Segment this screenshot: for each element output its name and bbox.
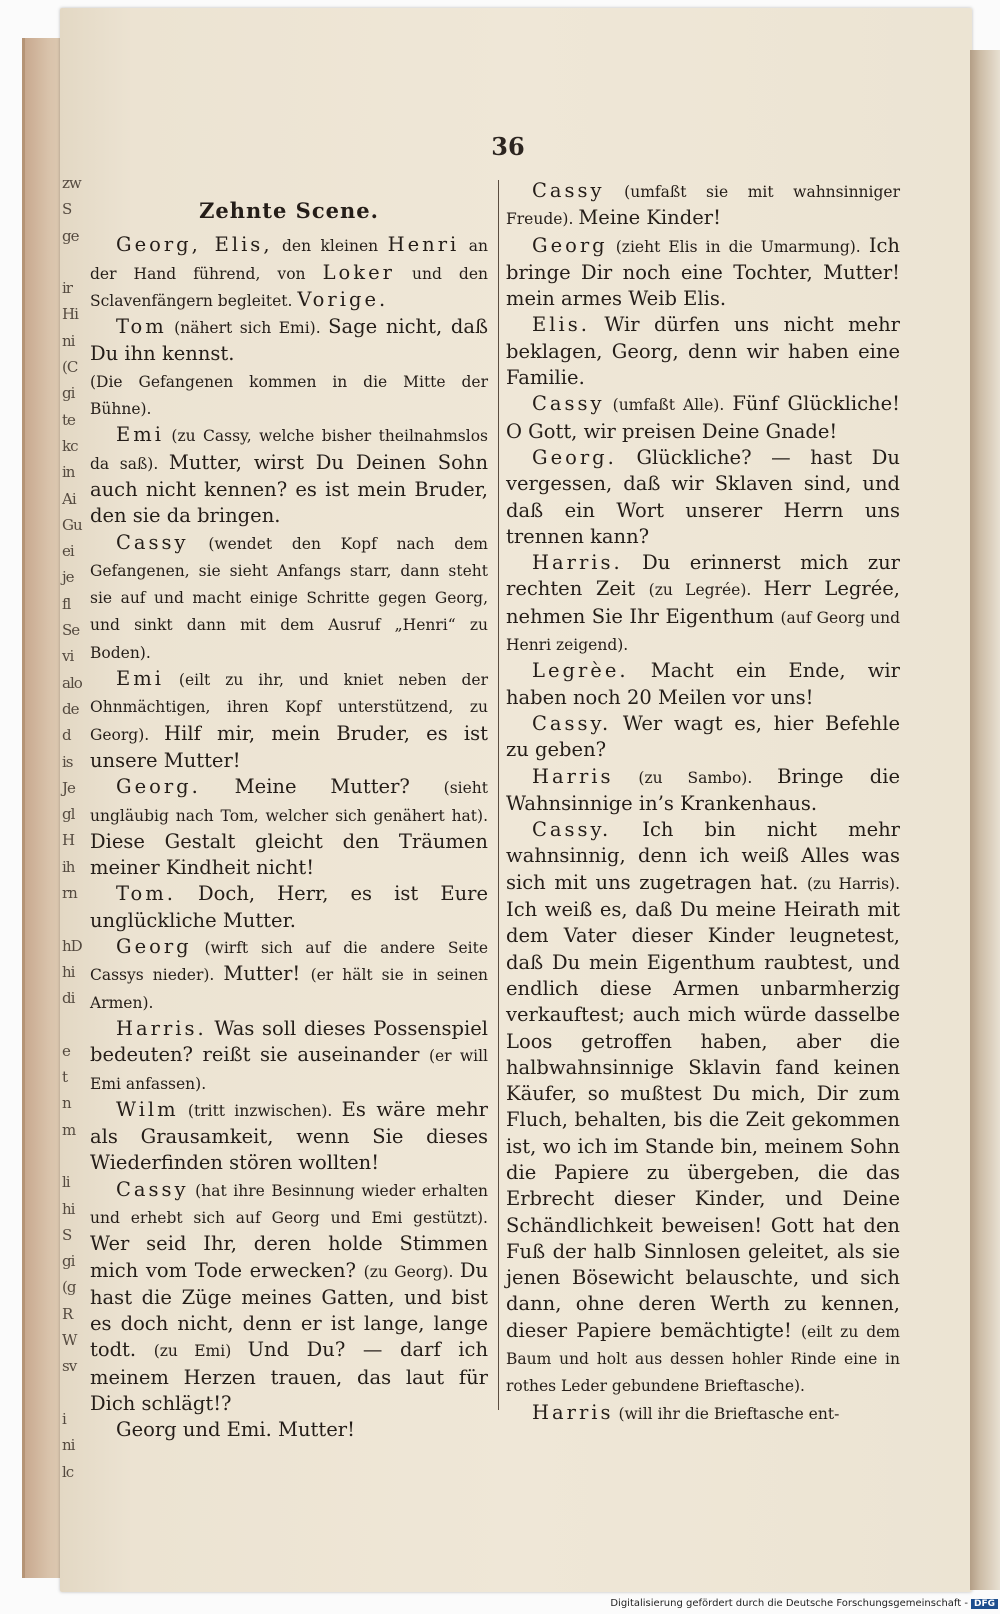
direction: den kleinen [272,237,388,256]
credit-text: Digitalisierung gefördert durch die Deutsche Forschungsgemeinschaft - [610,1598,968,1609]
margin-fragment: i [62,1409,66,1428]
speaker: Cassy [116,530,189,554]
speaker: Wilm [116,1097,179,1121]
speaker: Henri [387,233,460,257]
direction: (Die Gefangenen kommen in die Mitte der Bühne). [90,372,488,419]
direction: (zu Emi) [153,1342,248,1361]
margin-fragment [62,1012,88,1038]
speaker: Harris [532,764,614,788]
dialogue-line [90,881,488,934]
direction: (wirft sich auf die andere Seite Cassys nieder). [90,939,488,985]
direction: (hat ihre Besinnung wieder erhalten und erhebt sich auf Georg und Emi gestützt). [90,1181,488,1227]
stage-direction [90,368,488,423]
speech: Und Du? — darf ich meinem Herzen trauen, das laut für Dich schlägt!? [90,1338,488,1416]
speech: Bringe die Wahnsinnige in’s Krankenhaus. [506,764,900,815]
speech: Mutter! [223,962,311,986]
speech: Was soll dieses Possenspiel bedeuten? reißt sie auseinander [90,1016,488,1067]
margin-fragment: te [62,410,75,429]
dialogue-line [90,1016,488,1097]
speaker: Georg. [116,775,201,799]
direction: (tritt inzwischen). [178,1101,342,1120]
margin-fragment: vi [62,647,74,666]
direction: (will ihr die Brieftasche ent- [613,1404,840,1423]
speaker: Loker [322,260,395,284]
speech: Meine Mutter? [200,775,444,799]
direction: (zu Cassy, welche bisher theilnahmslos da saß). [90,427,488,473]
direction: (zu Harris). [806,874,900,893]
speech: Ich bin nicht mehr wahnsinnig, denn ich weiß Alles was sich mit uns zugetragen hat. [506,818,900,894]
left-column [90,178,488,1444]
speaker: Emi [116,423,164,447]
speaker: Harris. [116,1016,207,1040]
speaker: Tom [116,315,167,339]
speech: Hilf mir, mein Bruder, es ist unsere Mutter! [90,721,488,772]
speech: Ich bringe Dir noch eine Tochter, Mutter! mein armes Weib Elis. [506,233,900,311]
dialogue-line [506,391,900,445]
margin-fragment: m [62,1120,76,1139]
margin-fragment: hD [62,936,82,955]
direction: (auf Georg und Henri zeigend). [506,608,900,655]
speech: Georg und Emi. Mutter! [116,1418,355,1442]
speaker: Georg [532,233,608,257]
speaker: Georg. [532,445,617,469]
margin-fragment: li [62,1173,70,1192]
stage-direction-entrance [90,232,488,314]
dialogue-line [90,1177,488,1418]
direction: (nähert sich Emi). [166,319,329,338]
speech: Sage nicht, daß Du ihn kennst. [90,315,488,366]
speech: Diese Gestalt gleicht den Träumen meiner Kindheit nicht! [90,829,488,880]
speech: Wer seid Ihr, deren holde Stimmen mich vom Tode erwecken? [90,1232,488,1282]
speaker: Elis. [532,313,590,337]
margin-fragment: di [62,989,75,1008]
direction: (eilt zu dem Baum und holt aus dessen hohler Rinde eine in rothes Leder gebundene Brieftasche). [506,1322,900,1396]
direction: (er hält sie in seinen Armen). [90,966,488,1012]
margin-fragment: H [62,831,75,850]
margin-fragment: n [62,1094,71,1113]
margin-fragment: (g [62,1278,76,1297]
dfg-logo: DFG [971,1599,998,1609]
dialogue-line [506,711,900,764]
direction: und den Sclavenfängern begleitet. [90,264,489,310]
margin-fragment: W [62,1331,77,1350]
speech: Glückliche? — hast Du vergessen, daß wir Sklaven sind, und daß ein Wort unserer Herrn uns trennen kann? [506,445,900,548]
margin-fragment: ni [62,331,75,350]
margin-fragment: alo [62,673,82,692]
speech: Wer wagt es, hier Befehle zu geben? [506,711,900,762]
dialogue-line [506,178,900,233]
margin-fragment: in [62,463,75,482]
margin-fragment: S [62,1225,72,1244]
margin-fragment: je [62,568,74,587]
margin-fragment: rn [62,884,77,903]
direction: (sieht ungläubig nach Tom, welcher sich genähert hat). [90,779,488,825]
dialogue-line [506,233,900,313]
speaker: Emi [116,667,164,691]
right-column [506,178,900,1427]
margin-fragment: Je [62,778,75,797]
speech: Herr Legrée, nehmen Sie Ihr Eigenthum [506,577,901,628]
direction: (zu Legrée). [648,581,764,600]
margin-fragment: sv [62,1357,77,1376]
dialogue-line [506,445,900,550]
direction: (umfaßt sie mit wahnsinniger Freude). [506,183,900,229]
speaker: Tom. [116,882,176,906]
speech: Du erinnerst mich zur rechten Zeit [506,551,900,601]
speech: Du hast die Züge meines Gatten, und bist es doch nicht, denn er ist lange, lange todt. [90,1258,489,1362]
speech: Macht ein Ende, wir haben noch 20 Meilen vor uns! [506,659,900,709]
column-divider [498,180,499,1410]
margin-fragment [62,1143,88,1169]
direction: (wendet den Kopf nach dem Gefangenen, sie sieht Anfangs starr, dann steht sie auf und macht einige Schritte gegen Georg, und sinkt dann mit dem Ausruf „Henri“ zu Boden). [90,534,488,662]
margin-fragment [62,1380,88,1406]
speaker: Georg [116,935,192,959]
margin-fragment: ni [62,1436,75,1455]
speech: Ich weiß es, daß Du meine Heirath mit dem Vater dieser Kinder leugnetest, daß Du mein Eigenthum raubtest, und endlich diese Armen unbarmherzig verkauftest; auch mich würde dasselbe Loos getroffen haben, aber die halbwahnsinnige Sklavin fand keinen Käufer, so mußtest Du mich, Dir zum Fluch, behalten, bis die Zeit gekommen ist, wo ich im Stande bin, meinem Sohn die Papiere zu übergeben, die das Erbrecht dieser Kinder, und Deine Schändlichkeit beweisen! Gott hat den Fuß der halb Sinnlosen geleitet, als sie jenen Bösewicht belauschte, und sich dann, ohne deren Werth zu kennen, dieser Papiere bemächtigte! [506,898,900,1342]
direction: (zu Sambo). [613,768,778,787]
speaker: Georg, Elis, [116,233,273,257]
speech: Es wäre mehr als Grausamkeit, wenn Sie dieses Wiederfinden stören wollten! [90,1097,488,1175]
dialogue-line [506,312,900,391]
direction: (eilt zu ihr, und kniet neben der Ohnmächtigen, ihren Kopf unterstützend, zu Georg). [90,671,488,744]
previous-page-margin-fragments [62,170,88,1481]
dialogue-line [506,1400,900,1427]
dialogue-line [90,530,488,666]
speaker: Cassy [532,392,605,416]
speaker: Legrèe. [532,659,629,683]
dialogue-line [506,550,900,658]
speech: Doch, Herr, es ist Eure unglückliche Mutter. [90,882,488,932]
book-right-edge [970,50,1000,1590]
dialogue-line [506,658,900,711]
direction: (er will Emi anfassen). [90,1047,488,1093]
direction: an der Hand führend, von [90,237,488,283]
dialogue-line [90,774,488,881]
margin-fragment: kc [62,436,78,455]
margin-fragment: lc [62,1462,74,1481]
margin-fragment: ih [62,857,75,876]
dialogue-line [90,666,488,774]
dialogue-line [90,934,488,1016]
speech: Wir dürfen uns nicht mehr beklagen, Georg, denn wir haben eine Familie. [506,313,900,390]
margin-fragment: R [62,1304,73,1323]
dialogue-line [506,764,900,818]
margin-fragment: gl [62,805,75,824]
margin-fragment: d [62,726,71,745]
margin-fragment [62,906,88,932]
speaker: Harris [532,1400,614,1424]
dialogue-line [90,314,488,368]
margin-fragment [62,249,88,275]
speech: Fünf Glückliche! O Gott, wir preisen Deine Gnade! [506,392,900,443]
digitization-credit [560,1598,998,1612]
margin-fragment: fl [62,594,71,613]
margin-fragment: gi [62,1252,75,1271]
speaker: Cassy [116,1177,189,1201]
margin-fragment: is [62,752,73,771]
margin-fragment: de [62,699,79,718]
margin-fragment: t [62,1068,68,1087]
direction: (zu Georg). [363,1262,460,1281]
direction: (zieht Elis in die Umarmung). [607,237,869,256]
margin-fragment: Se [62,621,80,640]
margin-fragment: hi [62,1199,75,1218]
page-number: 36 [491,132,525,161]
speaker: Vorige. [297,287,389,311]
speech: Mutter, wirst Du Deinen Sohn auch nicht kennen? es ist mein Bruder, den sie da bringen. [90,450,489,528]
margin-fragment: e [62,1041,70,1060]
margin-fragment: gi [62,384,75,403]
margin-fragment: S [62,200,72,219]
dialogue-line [90,1417,488,1443]
speaker: Cassy. [532,818,612,842]
speaker: Harris. [532,551,623,575]
scene-title: Zehnte Scene. [199,198,379,223]
margin-fragment: Ai [62,489,76,508]
speaker: Cassy. [532,711,612,735]
margin-fragment: (C [62,358,78,377]
margin-fragment: zw [62,174,81,192]
dialogue-line [90,422,488,529]
margin-fragment: Hi [62,305,78,324]
margin-fragment: ir [62,279,72,298]
speech: Meine Kinder! [578,206,721,230]
margin-fragment: ei [62,542,74,561]
dialogue-line [90,1097,488,1177]
margin-fragment: hi [62,962,75,981]
margin-fragment: ge [62,226,79,245]
margin-fragment: Gu [62,515,82,534]
speaker: Cassy [532,179,605,202]
dialogue-line [506,817,900,1400]
direction: (umfaßt Alle). [604,396,733,415]
